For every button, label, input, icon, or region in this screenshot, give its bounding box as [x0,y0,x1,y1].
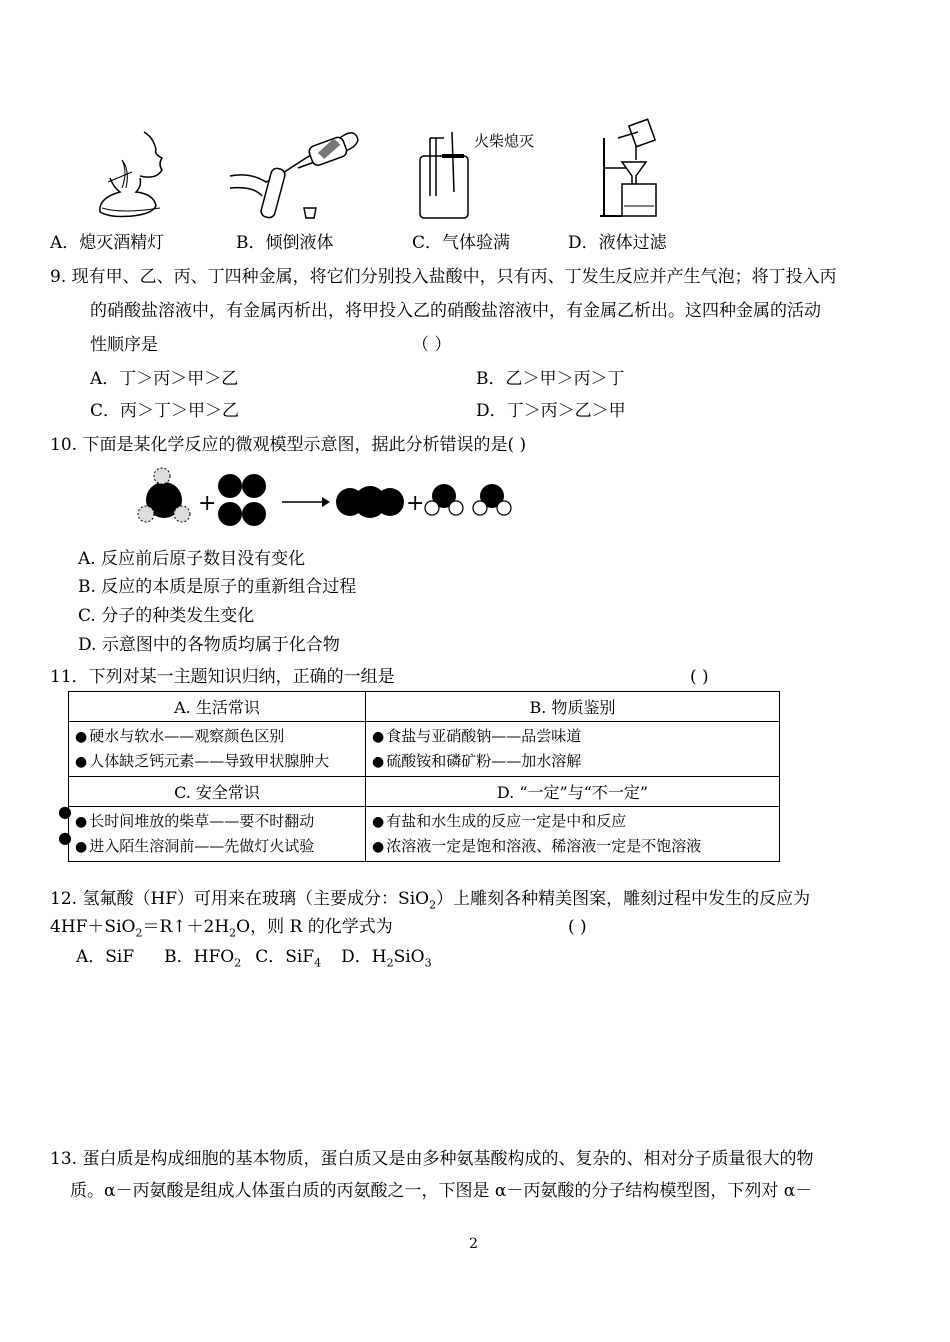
page-number: 2 [469,1236,478,1252]
alcohol-lamp-figure [92,128,187,220]
q12-option-c: C．SiF$_4$ [255,947,322,970]
q10-option-c: C. 分子的种类发生变化 [78,606,255,626]
c-item-2: 进入陌生溶洞前——先做灯火试验 [89,837,315,855]
q12-option-a: A．SiF [76,947,135,967]
q9-option-c: C．丙＞丁＞甲＞乙 [90,401,240,421]
svg-text:+: + [198,491,217,516]
d-item-2: 浓溶液一定是饱和溶液、稀溶液一定是不饱溶液 [386,837,702,855]
d-item-1: 有盐和水生成的反应一定是中和反应 [386,812,627,830]
q12-answer-paren: ( ) [568,917,587,937]
b-item-2: 硫酸铵和磷矿粉——加水溶解 [386,752,582,770]
q13-line2: 质。α－丙氨酸是组成人体蛋白质的丙氨酸之一，下图是 α－丙氨酸的分子结构模型图，下列对 α－ [70,1181,813,1201]
pouring-liquid-figure [226,128,366,220]
q10-option-a: A. 反应前后原子数目没有变化 [78,549,306,569]
q12-line1: 12. 氢氟酸（HF）可用来在玻璃（主要成分：SiO$_2$）上雕刻各种精美图案，雕刻过程中发生的反应为 [50,889,811,912]
q12-line2: $4HF+SiO_2=R↑+2H_2O$，则 R 的化学式为 [50,917,393,940]
q9-line1: 9. 现有甲、乙、丙、丁四种金属，将它们分别投入盐酸中，只有丙、丁发生反应并产生气泡；将丁投入丙 [50,267,837,287]
bullet-icon: ● [75,814,88,830]
match-extinguish-label: 火柴熄灭 [474,132,535,150]
q11-stem: 11．下列对某一主题知识归纳，正确的一组是 [50,667,395,687]
cell-a-title: A. 生活常识 [69,692,366,722]
cell-b-title: B. 物质鉴别 [366,692,780,722]
q10-option-d: D. 示意图中的各物质均属于化合物 [78,635,340,655]
bullet-icon: ● [372,839,385,855]
bullet-icon: ● [372,754,385,770]
q9-line2: 的硝酸盐溶液中，有金属丙析出，将甲投入乙的硝酸盐溶液中，有金属乙析出。这四种金属的活动 [90,301,821,321]
bullet-icon: ● [75,839,88,855]
q12-options [76,946,432,974]
cell-c-title: C. 安全常识 [69,777,366,807]
gas-collection-figure [412,128,474,220]
q10-option-b: B. 反应的本质是原子的重新组合过程 [78,577,357,597]
bullet-icon: ● [75,754,88,770]
cell-a-content [69,722,366,777]
bullet-icon: ● [75,729,88,745]
q13-line1: 13. 蛋白质是构成细胞的基本物质，蛋白质又是由多种氨基酸构成的、复杂的、相对分子质量很大的物 [50,1149,814,1169]
c-item-1: 长时间堆放的柴草——要不时翻动 [89,812,315,830]
q8-option-a: A．熄灭酒精灯 [50,233,165,253]
bullet-icon: ● [372,729,385,745]
svg-text:+: + [406,491,425,516]
q9-line3: 性顺序是 [90,335,158,355]
knowledge-table [68,691,780,862]
a-item-2: 人体缺乏钙元素——导致甲状腺肿大 [89,752,330,770]
q8-option-d: D．液体过滤 [568,233,667,253]
q9-option-d: D．丁＞丙＞乙＞甲 [476,401,626,421]
q9-option-a: A．丁＞丙＞甲＞乙 [90,369,239,389]
cell-d-content [366,807,780,862]
cell-c-content [69,807,366,862]
q11-answer-paren: ( ) [690,667,709,687]
q8-option-b: B．倾倒液体 [236,233,334,253]
q10-stem: 10. 下面是某化学反应的微观模型示意图，据此分析错误的是( ) [50,435,527,455]
outer-bullet-icon: ● [58,802,72,821]
q12-option-b: B．$HFO_2$ [164,947,242,970]
q12-option-d: D．$H_2SiO_3$ [341,947,432,970]
q9-option-b: B．乙＞甲＞丙＞丁 [476,369,625,389]
cell-d-title: D. “一定”与“不一定” [366,777,780,807]
b-item-1: 食盐与亚硝酸钠——品尝味道 [386,727,582,745]
filtration-figure [596,118,666,220]
q9-answer-paren: （ ） [412,335,452,355]
outer-bullet-icon: ● [58,828,72,847]
reaction-micro-model-figure [134,466,518,532]
q8-option-c: C．气体验满 [412,233,511,253]
cell-b-content [366,722,780,777]
a-item-1: 硬水与软水——观察颜色区别 [89,727,285,745]
bullet-icon: ● [372,814,385,830]
